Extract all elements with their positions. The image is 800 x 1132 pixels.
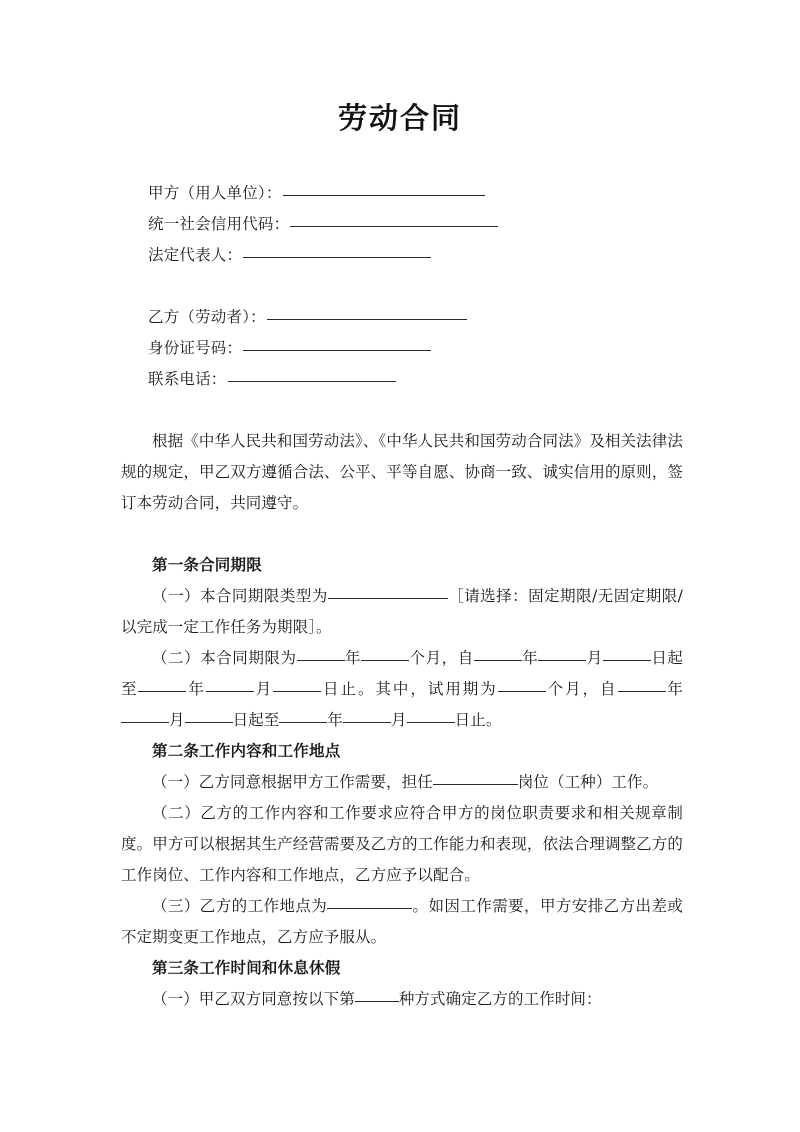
a1-i2-p13: 日起至 — [232, 711, 280, 729]
a1-i2-p1: （二）本合同期限为 — [152, 649, 297, 667]
party-b-phone-label: 联系电话： — [148, 370, 227, 388]
probation-start-year-blank[interactable] — [618, 691, 666, 692]
a1-i2-p3: 个月，自 — [409, 649, 474, 667]
party-a-company-line — [121, 178, 683, 209]
page-title: 劳动合同 — [337, 101, 462, 135]
start-month-blank[interactable] — [538, 660, 586, 661]
a1-i2-p4: 年 — [521, 649, 539, 667]
party-b-phone-blank[interactable] — [228, 381, 396, 382]
probation-end-year-blank[interactable] — [279, 722, 327, 723]
article-3-item-1-suffix: 种方式确定乙方的工作时间： — [398, 990, 602, 1008]
article-1-item-1-prefix: （一）本合同期限类型为 — [152, 587, 328, 605]
party-b-id-blank[interactable] — [243, 350, 431, 351]
a1-i2-p9: 日止。其中，试用期为 — [321, 680, 498, 698]
end-year-blank[interactable] — [138, 691, 186, 692]
party-a-block — [121, 178, 683, 271]
probation-start-day-blank[interactable] — [185, 722, 233, 723]
probation-months-blank[interactable] — [498, 691, 546, 692]
term-months-blank[interactable] — [361, 660, 409, 661]
article-2-item-1-prefix: （一）乙方同意根据甲方工作需要，担任 — [152, 773, 433, 791]
start-year-blank[interactable] — [474, 660, 522, 661]
a1-i2-p7: 年 — [186, 680, 206, 698]
article-2-item-3-suffix: 。如因工作需要，甲方安排乙方出差或不定期变更工作地点，乙方应予服从。 — [121, 897, 683, 946]
a1-i2-p10: 个月，自 — [545, 680, 618, 698]
party-b-worker-line — [121, 302, 683, 333]
work-location-blank[interactable] — [327, 908, 412, 909]
article-1-spacer — [121, 519, 683, 550]
party-a-credit-label: 统一社会信用代码： — [148, 215, 290, 233]
article-2-item-3 — [121, 891, 683, 953]
a1-i2-p15: 月 — [391, 711, 407, 729]
article-2-heading: 第二条工作内容和工作地点 — [152, 742, 341, 760]
document-body — [121, 178, 683, 1015]
a1-i2-p8: 月 — [253, 680, 274, 698]
probation-end-day-blank[interactable] — [407, 722, 455, 723]
a1-i2-p14: 年 — [327, 711, 344, 729]
probation-start-month-blank[interactable] — [121, 722, 169, 723]
party-a-legal-rep-label: 法定代表人： — [148, 246, 243, 264]
article-2-item-2: （二）乙方的工作内容和工作要求应符合甲方的岗位职责要求和相关规章制度。甲方可以根据其生产经营需要及乙方的工作能力和表现，依法合理调整乙方的工作岗位、工作内容和工作地点，乙方应予以配合。 — [121, 804, 683, 884]
party-b-worker-blank[interactable] — [267, 319, 467, 320]
term-years-blank[interactable] — [297, 660, 345, 661]
a1-i2-p11: 年 — [665, 680, 683, 698]
article-1-item-1 — [121, 581, 683, 643]
party-a-credit-blank[interactable] — [290, 226, 498, 227]
a1-i2-p16: 日止。 — [454, 711, 502, 729]
preamble-paragraph: 根据《中华人民共和国劳动法》、《中华人民共和国劳动合同法》及相关法律法规的规定，甲乙双方遵循合法、公平、平等自愿、协商一致、诚实信用的原则，签订本劳动合同，共同遵守。 — [121, 432, 683, 512]
party-b-id-line — [121, 333, 683, 364]
party-a-legal-rep-line — [121, 240, 683, 271]
party-b-phone-line — [121, 364, 683, 395]
party-b-block — [121, 302, 683, 395]
end-month-blank[interactable] — [206, 691, 254, 692]
article-2-item-1-suffix: 岗位（工种）工作。 — [517, 773, 659, 791]
party-a-company-label: 甲方（用人单位）： — [148, 184, 282, 202]
working-hours-option-blank[interactable] — [355, 1001, 399, 1002]
preamble-spacer — [121, 395, 683, 426]
article-3-item-1-prefix: （一）甲乙双方同意按以下第 — [152, 990, 355, 1008]
article-3-item-1 — [121, 984, 683, 1015]
party-block-spacer — [121, 271, 683, 302]
party-a-legal-rep-blank[interactable] — [243, 257, 431, 258]
article-1-heading: 第一条合同期限 — [152, 556, 262, 574]
a1-i2-p12: 月 — [169, 711, 185, 729]
job-position-blank[interactable] — [433, 784, 518, 785]
contract-type-blank[interactable] — [328, 598, 448, 599]
probation-end-month-blank[interactable] — [343, 722, 391, 723]
end-day-blank[interactable] — [273, 691, 321, 692]
a1-i2-p2: 年 — [344, 649, 362, 667]
article-2-item-1 — [121, 767, 683, 798]
a1-i2-p5: 月 — [586, 649, 603, 667]
article-2-item-3-prefix: （三）乙方的工作地点为 — [152, 897, 328, 915]
article-1-item-1-suffix: ［请选择：固定期限/无固定期限/以完成一定工作任务为期限］。 — [121, 587, 684, 636]
article-1-item-2 — [121, 643, 683, 736]
start-day-blank[interactable] — [603, 660, 651, 661]
party-b-id-label: 身份证号码： — [148, 339, 243, 357]
article-3-heading: 第三条工作时间和休息休假 — [152, 959, 341, 977]
party-a-company-blank[interactable] — [283, 195, 485, 196]
party-b-worker-label: 乙方（劳动者）： — [148, 308, 266, 326]
a1-i2-p6: 日起至 — [121, 649, 683, 698]
party-a-credit-line — [121, 209, 683, 240]
